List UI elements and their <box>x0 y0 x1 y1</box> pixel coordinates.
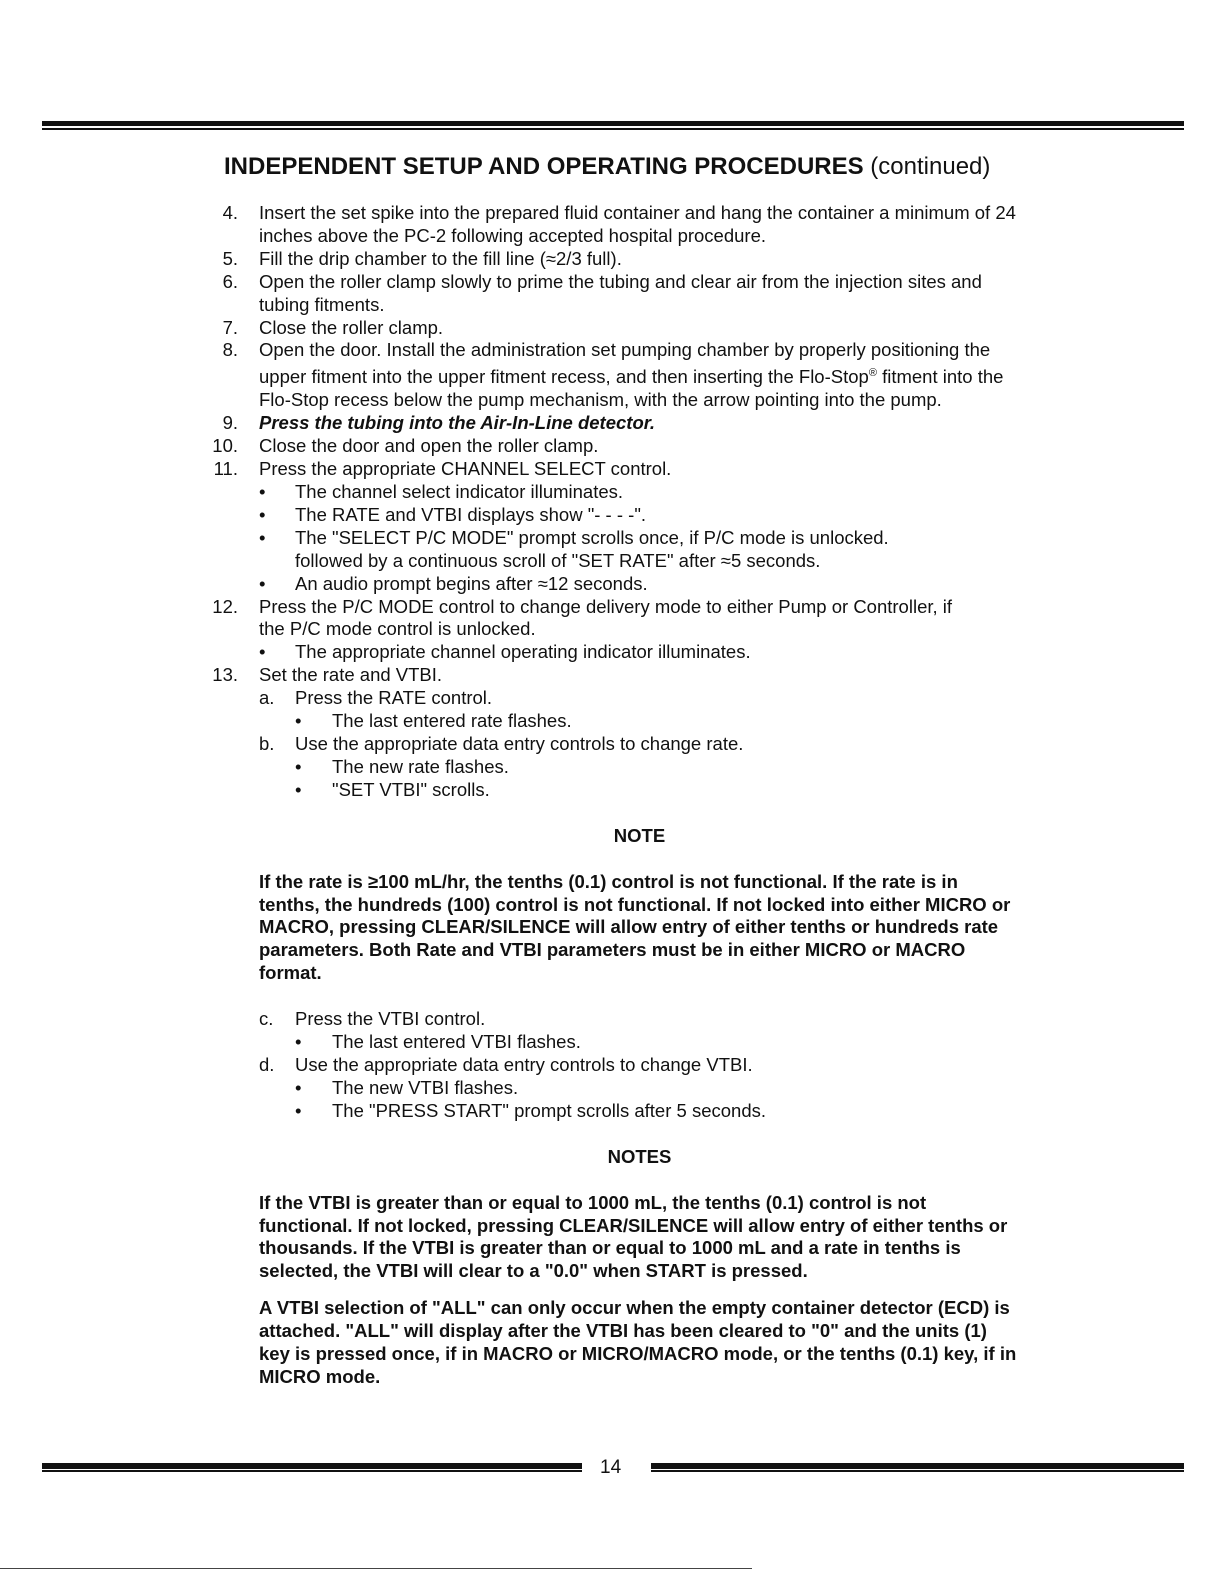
note-text: If the rate is ≥100 mL/hr, the tenths (0.1) control is not functional. If the rate is in tenths, the hundreds (100) control is not functional. If not locked into either MICRO or MACRO, pressing CLEAR/SILENCE will allow entry of either tenths or hundreds rate parameters. Both Rate and VTBI parameters must be in either MICRO or MACRO format. <box>259 870 1011 984</box>
substep-a <box>200 687 1020 710</box>
substep-letter: c. <box>259 1008 274 1030</box>
bullet-text: The new rate flashes. <box>332 755 509 777</box>
bullet-icon: • <box>259 641 266 663</box>
substep-text: Use the appropriate data entry controls to change rate. <box>295 733 744 754</box>
step-text: Close the roller clamp. <box>259 316 444 338</box>
substep-text: Use the appropriate data entry controls to change VTBI. <box>295 1053 753 1075</box>
bullet-text: The RATE and VTBI displays show "- - - -". <box>295 503 647 525</box>
substep-b <box>200 733 1020 756</box>
footer-rule-left <box>42 1463 582 1469</box>
step-number: 12. <box>212 595 238 617</box>
notes-paragraph-1: If the VTBI is greater than or equal to 1000 mL, the tenths (0.1) control is not functional. If not locked, pressing CLEAR/SILENCE will allow entry of either tenths or thousands. If the VTBI is greater than or equal to 1000 mL and a rate in tenths is selected, the VTBI will clear to a "0.0" when START is pressed. <box>259 1191 1008 1282</box>
substep-letter: d. <box>259 1053 275 1075</box>
step-number: 9. <box>222 412 238 434</box>
footer-rule-right <box>651 1463 1184 1469</box>
step-text: Set the rate and VTBI. <box>259 664 443 686</box>
bullet-item <box>200 504 1020 527</box>
bullet-item <box>200 527 1020 573</box>
bullet-icon: • <box>295 1031 302 1053</box>
step-number: 7. <box>222 316 238 338</box>
step-11 <box>200 458 1020 481</box>
step-13 <box>200 664 1020 687</box>
bullet-text: The "PRESS START" prompt scrolls after 5 seconds. <box>332 1099 766 1121</box>
step-4 <box>200 202 1020 248</box>
bullet-text: The channel select indicator illuminates. <box>295 481 624 503</box>
step-number: 8. <box>222 339 238 361</box>
top-rule-thick <box>42 121 1184 126</box>
procedure-content <box>200 202 1020 1389</box>
registered-mark: ® <box>868 367 877 380</box>
bullet-item <box>200 1077 1020 1100</box>
substep-c <box>200 1008 1020 1031</box>
step-text-cont: fitment into the Flo-Stop recess below the pump mechanism, with the arrow pointing into the pump. <box>259 366 1004 411</box>
step-number: 11. <box>213 458 238 480</box>
bullet-icon: • <box>259 526 266 548</box>
step-number: 4. <box>222 202 238 223</box>
step-6 <box>200 271 1020 317</box>
bullet-item <box>200 779 1020 802</box>
substep-letter: a. <box>259 687 275 709</box>
footer-rule-right-thin <box>651 1470 1184 1472</box>
substep-letter: b. <box>259 733 275 754</box>
notes-title: NOTES <box>607 1145 672 1167</box>
step-text: Insert the set spike into the prepared fluid container and hang the container a minimum of 24 inches above the PC-2 following accepted hospital procedure. <box>259 202 1016 246</box>
page-number: 14 <box>600 1457 622 1478</box>
step-9 <box>200 412 1020 435</box>
bullet-text: The last entered rate flashes. <box>332 710 572 732</box>
bullet-text: "SET VTBI" scrolls. <box>332 778 490 800</box>
bullet-item <box>200 756 1020 779</box>
step-number: 5. <box>222 247 238 269</box>
step-text: Press the tubing into the Air-In-Line detector. <box>259 412 656 434</box>
bullet-icon: • <box>295 755 302 777</box>
bullet-icon: • <box>295 710 302 732</box>
bullet-item <box>200 481 1020 504</box>
page-heading <box>224 153 990 181</box>
bullet-item <box>200 641 1020 664</box>
bullet-icon: • <box>259 481 266 503</box>
bullet-icon: • <box>259 503 266 525</box>
step-text: Press the appropriate CHANNEL SELECT control. <box>259 458 672 480</box>
footer-rule-left-thin <box>42 1470 582 1472</box>
heading-suffix: (continued) <box>863 153 991 180</box>
bullet-text: The appropriate channel operating indicator illuminates. <box>295 641 751 663</box>
step-number: 6. <box>222 270 238 292</box>
step-text: Press the P/C MODE control to change delivery mode to either Pump or Controller, if the P/C mode control is unlocked. <box>259 595 953 640</box>
step-number: 13. <box>212 664 238 686</box>
step-number: 10. <box>212 435 238 457</box>
step-text: Close the door and open the roller clamp. <box>259 435 599 457</box>
bullet-item <box>200 573 1020 596</box>
bullet-text: The new VTBI flashes. <box>332 1076 519 1098</box>
bullet-text: The "SELECT P/C MODE" prompt scrolls once, if P/C mode is unlocked. followed by a continuous scroll of "SET RATE" after ≈5 seconds. <box>295 526 889 571</box>
step-text: Fill the drip chamber to the fill line (≈2/3 full). <box>259 247 622 269</box>
bullet-text: An audio prompt begins after ≈12 seconds. <box>295 572 648 594</box>
notes-paragraph-2: A VTBI selection of "ALL" can only occur when the empty container detector (ECD) is attached. "ALL" will display after the VTBI has been cleared to "0" and the units (1) key is pressed once, if in MACRO or MICRO/MACRO mode, or the tenths (0.1) key, if in MICRO mode. <box>259 1297 1017 1387</box>
scan-edge-line <box>0 1568 752 1569</box>
substep-text: Press the RATE control. <box>295 687 493 709</box>
top-rule-thin <box>42 128 1184 130</box>
step-7 <box>200 317 1020 340</box>
bullet-icon: • <box>259 572 266 594</box>
bullet-icon: • <box>295 778 302 800</box>
bullet-item <box>200 1100 1020 1123</box>
step-12 <box>200 596 1020 642</box>
note-title: NOTE <box>613 824 666 846</box>
step-8 <box>200 339 1020 412</box>
bullet-icon: • <box>295 1099 302 1121</box>
step-text: Open the roller clamp slowly to prime the tubing and clear air from the injection sites and tubing fitments. <box>259 270 982 315</box>
bullet-item <box>200 710 1020 733</box>
page-footer <box>0 1457 1225 1487</box>
heading-title: INDEPENDENT SETUP AND OPERATING PROCEDURES <box>224 153 864 180</box>
substep-text: Press the VTBI control. <box>295 1008 486 1030</box>
bullet-item <box>200 1031 1020 1054</box>
step-5 <box>200 248 1020 271</box>
bullet-text: The last entered VTBI flashes. <box>332 1031 581 1053</box>
substep-d <box>200 1054 1020 1077</box>
bullet-icon: • <box>295 1076 302 1098</box>
step-10 <box>200 435 1020 458</box>
step-text: Open the door. Install the administration set pumping chamber by properly positioning the upper fitment into the upper fitment recess, and then inserting the Flo-Stop <box>259 339 991 388</box>
